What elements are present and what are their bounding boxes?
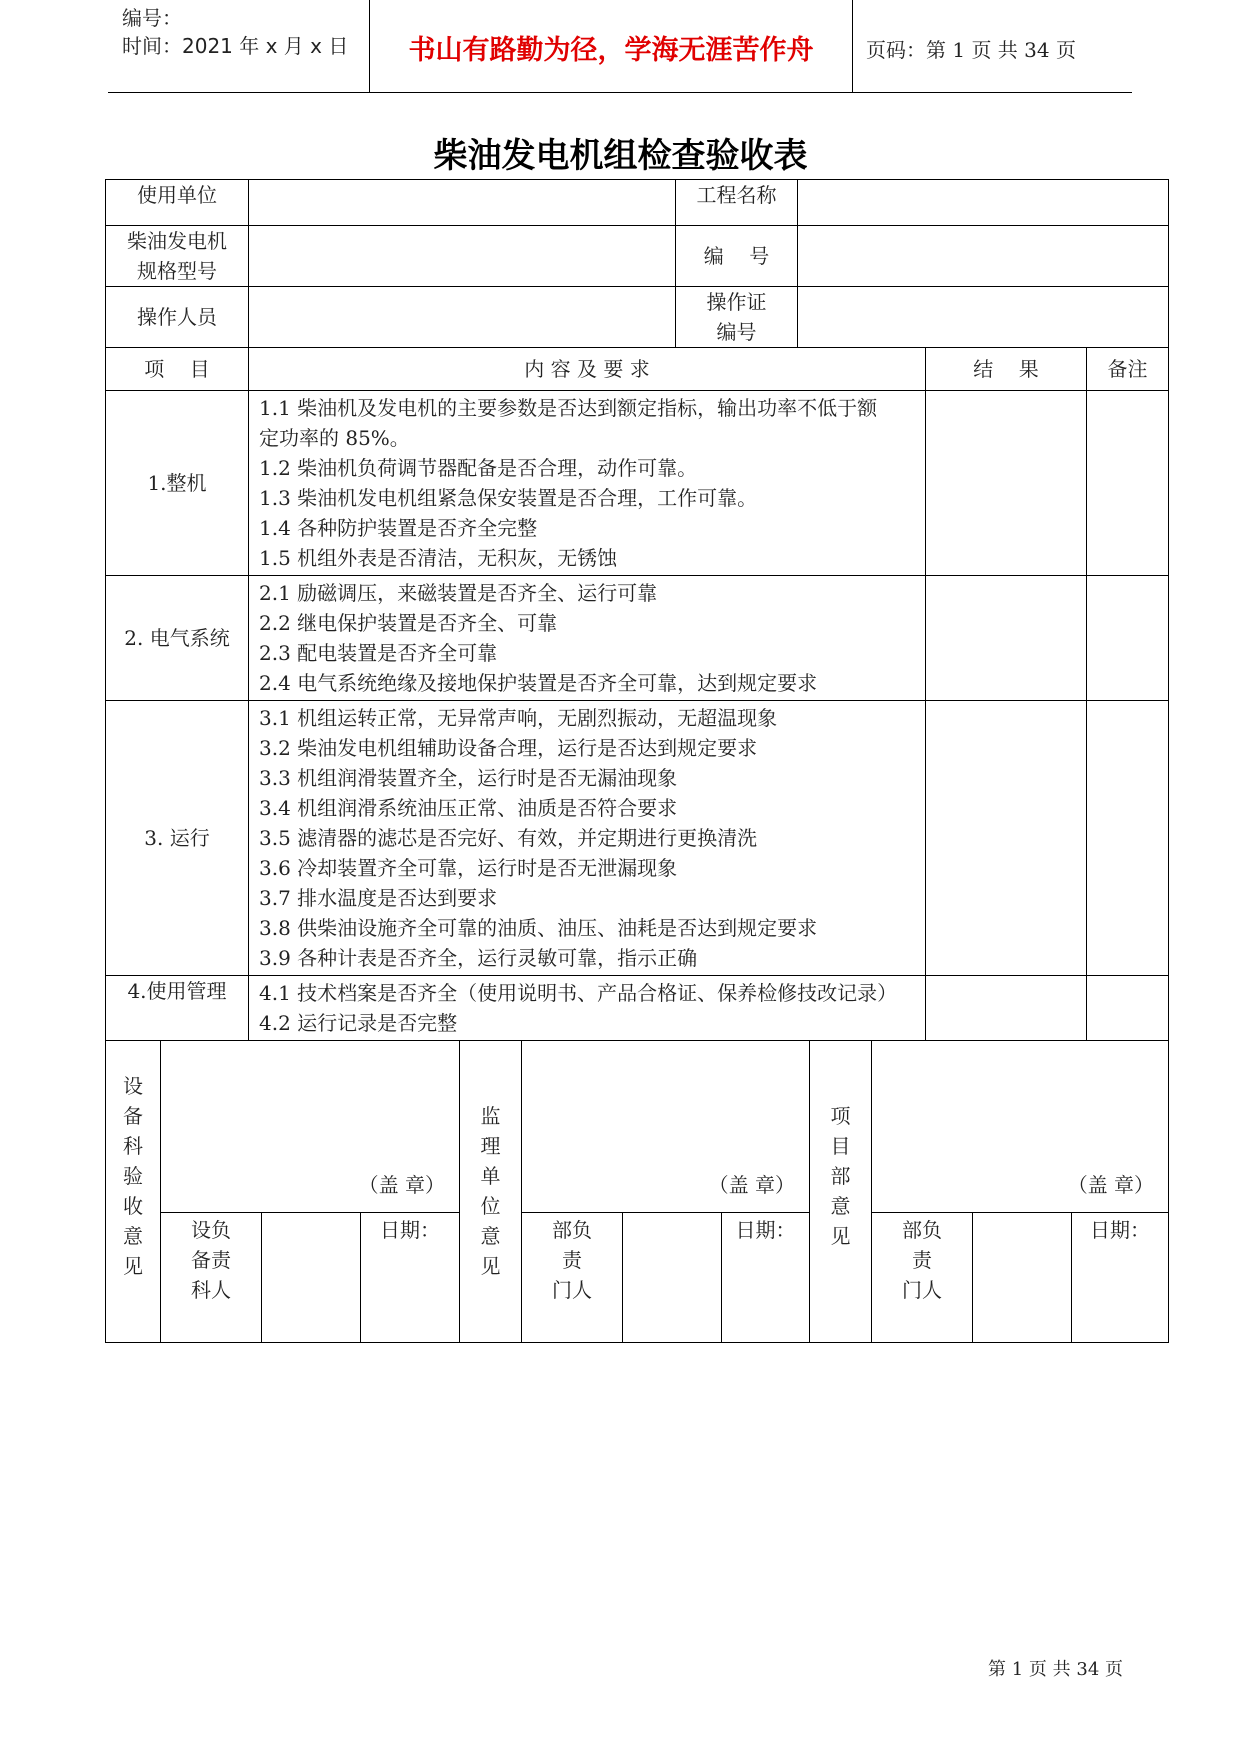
model-label-line: 柴油发电机 (127, 229, 227, 253)
supervisor-opinion[interactable] (522, 1041, 810, 1213)
result-cell[interactable] (926, 701, 1087, 976)
remark-cell[interactable] (1087, 701, 1169, 976)
form-title: 柴油发电机组检查验收表 (433, 136, 808, 176)
requirement-item: 定功率的 85%。 (259, 426, 410, 450)
requirement-item: 2.4 电气系统绝缘及接地保护装置是否齐全可靠，达到规定要求 (259, 671, 818, 695)
requirement-item: 3.4 机组润滑系统油压正常、油质是否符合要求 (259, 796, 678, 820)
page-footer: 第 1 页 共 34 页 (988, 1659, 1123, 1680)
vertical-char: 见 (123, 1254, 143, 1278)
requirement-item: 4.2 运行记录是否完整 (259, 1011, 458, 1035)
requirement-item: 1.4 各种防护装置是否齐全完整 (259, 516, 538, 540)
vertical-char: 验 (123, 1164, 143, 1188)
date-line: 时间：2021 年 x 月 x 日 (122, 34, 349, 58)
requirement-item: 3.2 柴油发电机组辅助设备合理，运行是否达到规定要求 (259, 736, 758, 760)
seal-text: （盖 章） (708, 1173, 796, 1197)
header-divider (852, 0, 853, 92)
doc-number-label: 编号： (122, 6, 182, 30)
model-label-line: 规格型号 (137, 259, 217, 283)
cert-label (676, 287, 798, 348)
requirement-item: 3.5 滤清器的滤芯是否完好、有效，并定期进行更换清洗 (259, 826, 758, 850)
requirement-item: 2.1 励磁调压，来磁装置是否齐全、运行可靠 (259, 581, 658, 605)
requirement-item: 1.1 柴油机及发电机的主要参数是否达到额定指标，输出功率不低于额 (259, 396, 878, 420)
col-header-content: 内 容 及 要 求 (249, 348, 926, 391)
vertical-char: 监 (480, 1104, 501, 1128)
remark-cell[interactable] (1087, 391, 1169, 576)
remark-cell[interactable] (1087, 576, 1169, 701)
project-date[interactable] (1072, 1213, 1169, 1343)
vertical-char: 科 (123, 1134, 143, 1158)
number-value[interactable] (798, 226, 1169, 287)
date-label: 日期： (380, 1218, 440, 1242)
project-value[interactable] (798, 180, 1169, 226)
date-label: 日期： (735, 1218, 796, 1242)
requirement-item: 4.1 技术档案是否齐全（使用说明书、产品合格证、保养检修技改记录） (259, 981, 898, 1005)
equip-dept-label (106, 1041, 161, 1343)
vertical-char: 理 (480, 1134, 501, 1158)
col-header-remark: 备注 (1087, 348, 1169, 391)
project-label: 工程名称 (676, 180, 798, 226)
vertical-char: 见 (480, 1254, 501, 1278)
vertical-char: 见 (830, 1224, 851, 1248)
section-items (249, 701, 926, 976)
label-line: 备责 (191, 1248, 231, 1272)
cert-value[interactable] (798, 287, 1169, 348)
vertical-char: 目 (830, 1134, 851, 1158)
requirement-item: 1.3 柴油机发电机组紧急保安装置是否合理，工作可靠。 (259, 486, 758, 510)
header-meta (122, 4, 348, 60)
equip-person-signature[interactable] (262, 1213, 361, 1343)
label-line: 设负 (191, 1218, 231, 1242)
label-line: 科人 (191, 1278, 231, 1302)
project-person-signature[interactable] (973, 1213, 1072, 1343)
cert-label-line: 操作证 (706, 290, 767, 314)
equip-dept-opinion[interactable] (161, 1041, 460, 1213)
supervisor-person-signature[interactable] (623, 1213, 722, 1343)
label-line: 责 (562, 1248, 583, 1272)
unit-label: 使用单位 (106, 180, 249, 226)
number-label: 编 号 (676, 226, 798, 287)
vertical-char: 部 (830, 1164, 851, 1188)
project-dept-opinion[interactable] (872, 1041, 1169, 1213)
seal-text: （盖 章） (358, 1173, 446, 1197)
signoff-table (105, 1040, 1169, 1343)
requirement-item: 1.2 柴油机负荷调节器配备是否合理，动作可靠。 (259, 456, 698, 480)
vertical-char: 设 (123, 1074, 143, 1098)
section-items (249, 976, 926, 1041)
col-header-result: 结 果 (926, 348, 1087, 391)
vertical-char: 意 (480, 1224, 501, 1248)
operator-label: 操作人员 (106, 287, 249, 348)
vertical-char: 单 (480, 1164, 501, 1188)
requirement-item: 3.8 供柴油设施齐全可靠的油质、油压、油耗是否达到规定要求 (259, 916, 818, 940)
equip-person-label (161, 1213, 262, 1343)
result-cell[interactable] (926, 576, 1087, 701)
requirement-item: 3.9 各种计表是否齐全，运行灵敏可靠，指示正确 (259, 946, 698, 970)
section-name: 2. 电气系统 (106, 576, 249, 701)
requirement-item: 1.5 机组外表是否清洁，无积灰，无锈蚀 (259, 546, 618, 570)
label-line: 门人 (902, 1278, 943, 1302)
label-line: 门人 (552, 1278, 593, 1302)
requirement-item: 3.1 机组运转正常，无异常声响，无剧烈振动，无超温现象 (259, 706, 778, 730)
col-header-item: 项 目 (106, 348, 249, 391)
vertical-char: 意 (123, 1224, 143, 1248)
requirement-item: 3.7 排水温度是否达到要求 (259, 886, 498, 910)
vertical-char: 备 (123, 1104, 143, 1128)
requirement-item: 3.6 冷却装置齐全可靠，运行时是否无泄漏现象 (259, 856, 678, 880)
cert-label-line: 编号 (716, 320, 757, 344)
unit-value[interactable] (249, 180, 676, 226)
vertical-char: 项 (830, 1104, 851, 1128)
project-person-label (872, 1213, 973, 1343)
requirement-item: 3.3 机组润滑装置齐全，运行时是否无漏油现象 (259, 766, 678, 790)
label-line: 部负 (552, 1218, 593, 1242)
label-line: 责 (912, 1248, 933, 1272)
remark-cell[interactable] (1087, 976, 1169, 1041)
info-table (105, 179, 1169, 348)
page-header (108, 0, 1132, 93)
project-dept-label (810, 1041, 872, 1343)
result-cell[interactable] (926, 391, 1087, 576)
section-items (249, 576, 926, 701)
label-line: 部负 (902, 1218, 943, 1242)
inspection-form (105, 179, 1169, 1343)
inspection-table (105, 347, 1169, 1041)
vertical-char: 意 (830, 1194, 851, 1218)
section-name: 3. 运行 (106, 701, 249, 976)
equip-date[interactable] (361, 1213, 460, 1343)
vertical-char: 收 (123, 1194, 143, 1218)
seal-text: （盖 章） (1067, 1173, 1155, 1197)
operator-value[interactable] (249, 287, 676, 348)
supervisor-person-label (522, 1213, 623, 1343)
header-page-info: 页码：第 1 页 共 34 页 (866, 38, 1076, 62)
model-label (106, 226, 249, 287)
requirement-item: 2.3 配电装置是否齐全可靠 (259, 641, 498, 665)
supervisor-date[interactable] (722, 1213, 810, 1343)
section-items (249, 391, 926, 576)
date-label: 日期： (1090, 1218, 1151, 1242)
header-motto: 书山有路勤为径，学海无涯苦作舟 (408, 35, 814, 66)
vertical-char: 位 (480, 1194, 501, 1218)
requirement-item: 2.2 继电保护装置是否齐全、可靠 (259, 611, 558, 635)
result-cell[interactable] (926, 976, 1087, 1041)
supervisor-label (460, 1041, 522, 1343)
section-name: 1.整机 (106, 391, 249, 576)
model-value[interactable] (249, 226, 676, 287)
section-name: 4.使用管理 (106, 976, 249, 1041)
